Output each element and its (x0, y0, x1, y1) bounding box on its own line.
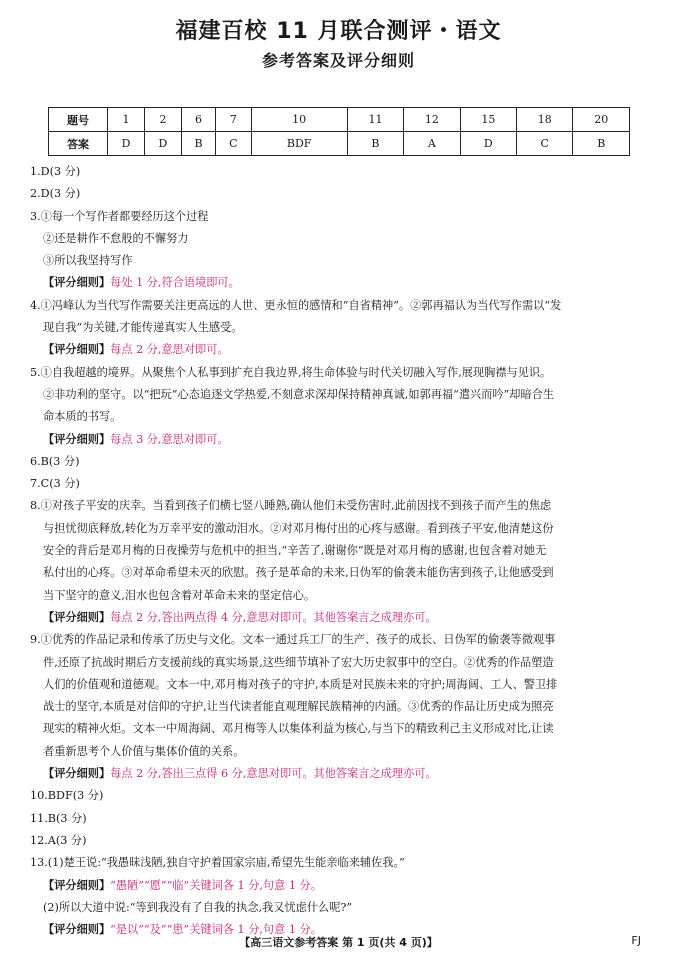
answer-line: 6.B(3 分) (30, 454, 80, 468)
scoring-rule-label: 【评分细则】 (43, 767, 111, 781)
question-number-cell: 1 (108, 108, 145, 132)
scoring-rule-line (30, 429, 650, 451)
scoring-rule-text: 每点 2 分,答出两点得 4 分,意思对即可。其他答案言之成理亦可。 (110, 610, 437, 624)
answer-line: 者重新思考个人价值与集体价值的关系。 (43, 744, 245, 758)
answer-table-row-label: 答案 (49, 132, 108, 156)
question-number-cell: 2 (144, 108, 181, 132)
answer-line: 私付出的心疼。③对革命希望未灭的欣慰。孩子是革命的未来,日伪军的偷袭未能伤害到孩子,让他感受到 (43, 566, 554, 580)
scoring-rule-label: 【评分细则】 (43, 276, 111, 290)
question-number-cell: 18 (517, 108, 573, 132)
answer-cell: B (347, 132, 403, 156)
answer-cell: C (517, 132, 573, 156)
scoring-rule-text: 每点 2 分,意思对即可。 (110, 343, 229, 357)
answer-line: 当下坚守的意义,泪水也包含着对革命未来的坚定信心。 (43, 588, 316, 602)
scoring-rule-line (30, 607, 650, 629)
question-number-cell: 12 (404, 108, 460, 132)
scoring-rule-label: 【评分细则】 (43, 610, 111, 624)
scoring-rule-text: 每处 1 分,符合语境即可。 (110, 276, 240, 290)
answer-line: ②非功利的坚守。以“把玩”心态追逐文学热爱,不刻意求深却保持精神真诚,如郭再福“遣兴而吟”却暗合生 (43, 387, 555, 401)
answer-content (30, 161, 650, 941)
answer-cell: D (108, 132, 145, 156)
answer-line: 现自我”为关键,才能传递真实人生感受。 (43, 321, 243, 335)
answer-cell: D (144, 132, 181, 156)
scoring-rule-text: “是以”“及”“患”关键词各 1 分,句意 1 分。 (110, 923, 322, 937)
answer-line: 4.①冯峰认为当代写作需要关注更高远的人世、更永恒的感情和“自省精神”。②郭再福认为当代写作需以“发 (30, 298, 562, 312)
page-subtitle: 参考答案及评分细则 (261, 51, 415, 70)
page-title: 福建百校 11 月联合测评・语文 (175, 19, 502, 44)
answer-line: 11.B(3 分) (30, 811, 87, 825)
answer-line: (2)所以大道中说:“等到我没有了自我的执念,我又忧虑什么呢?” (43, 900, 353, 914)
scoring-rule-text: “愚陋”“愿”“临”关键词各 1 分,句意 1 分。 (110, 878, 322, 892)
answer-line: 与担忧彻底释放,转化为万幸平安的激动泪水。②对邓月梅付出的心疼与感谢。看到孩子平安,他清楚这份 (43, 521, 554, 535)
answer-line: 战士的坚守,本质是对信仰的守护,让当代读者能直观理解民族精神的内涵。③优秀的作品让历史成为照亮 (43, 700, 554, 714)
question-number-cell: 11 (347, 108, 403, 132)
answer-line: 命本质的书写。 (43, 410, 122, 424)
scoring-rule-line (30, 763, 650, 785)
scoring-rule-label: 【评分细则】 (43, 343, 111, 357)
answer-line: 8.①对孩子平安的庆幸。当看到孩子们横七竖八睡熟,确认他们未受伤害时,此前因找不到孩子而产生的焦虑 (30, 499, 552, 513)
question-number-cell: 20 (573, 108, 630, 132)
question-number-cell: 6 (181, 108, 215, 132)
answer-line: 2.D(3 分) (30, 187, 81, 201)
scoring-rule-label: 【评分细则】 (43, 878, 111, 892)
scoring-rule-line (30, 339, 650, 361)
answer-line: 7.C(3 分) (30, 477, 80, 491)
answer-table-question-row (49, 108, 630, 132)
answer-cell: B (573, 132, 630, 156)
answer-table-answer-row (49, 132, 630, 156)
page-footer: 【高三语文参考答案 第 1 页(共 4 页)】 (239, 936, 438, 949)
question-number-cell: 15 (460, 108, 516, 132)
footer-code: FJ (631, 934, 641, 947)
answer-cell: A (404, 132, 460, 156)
question-number-cell: 7 (216, 108, 251, 132)
answer-line: 人们的价值观和道德观。文本一中,邓月梅对孩子的守护,本质是对民族未来的守护;周海阔、工人、警卫排 (43, 677, 558, 691)
answer-line: 3.①每一个写作者都要经历这个过程 (30, 209, 209, 223)
question-number-cell: 10 (251, 108, 347, 132)
answer-line: 件,还原了抗战时期后方支援前线的真实场景,这些细节填补了宏大历史叙事中的空白。②优秀的作品塑造 (43, 655, 554, 669)
answer-line: 安全的背后是邓月梅的日夜操劳与危机中的担当,“辛苦了,谢谢你”既是对邓月梅的感谢,也包含着对她无 (43, 544, 547, 558)
scoring-rule-label: 【评分细则】 (43, 432, 111, 446)
answer-line: 12.A(3 分) (30, 833, 87, 847)
scoring-rule-line (30, 875, 650, 897)
answer-cell: B (181, 132, 215, 156)
answer-line: 现实的精神火炬。文本一中周海阔、邓月梅等人以集体利益为核心,与当下的精致利己主义形成对比,让读 (43, 722, 554, 736)
answer-line: 9.①优秀的作品记录和传承了历史与文化。文本一通过兵工厂的生产、孩子的成长、日伪军的偷袭等微观事 (30, 633, 556, 647)
answer-table-row-label: 题号 (49, 108, 108, 132)
answer-line: 13.(1)楚王说:“我愚昧浅陋,独自守护着国家宗庙,希望先生能亲临来辅佐我。” (30, 856, 405, 870)
answer-line: 5.①自我超越的境界。从聚焦个人私事到扩充自我边界,将生命体验与时代关切融入写作,展现胸襟与见识。 (30, 365, 552, 379)
answer-cell: C (216, 132, 251, 156)
scoring-rule-label: 【评分细则】 (43, 923, 111, 937)
answer-table (48, 107, 630, 156)
answer-cell: BDF (251, 132, 347, 156)
answer-line: ②还是耕作不怠般的不懈努力 (43, 231, 189, 245)
scoring-rule-text: 每点 3 分,意思对即可。 (110, 432, 229, 446)
answer-line: 1.D(3 分) (30, 165, 81, 178)
scoring-rule-text: 每点 2 分,答出三点得 6 分,意思对即可。其他答案言之成理亦可。 (110, 767, 437, 781)
answer-line: ③所以我坚持写作 (43, 254, 133, 268)
answer-line: 10.BDF(3 分) (30, 789, 104, 803)
answer-cell: D (460, 132, 516, 156)
scoring-rule-line (30, 272, 650, 294)
